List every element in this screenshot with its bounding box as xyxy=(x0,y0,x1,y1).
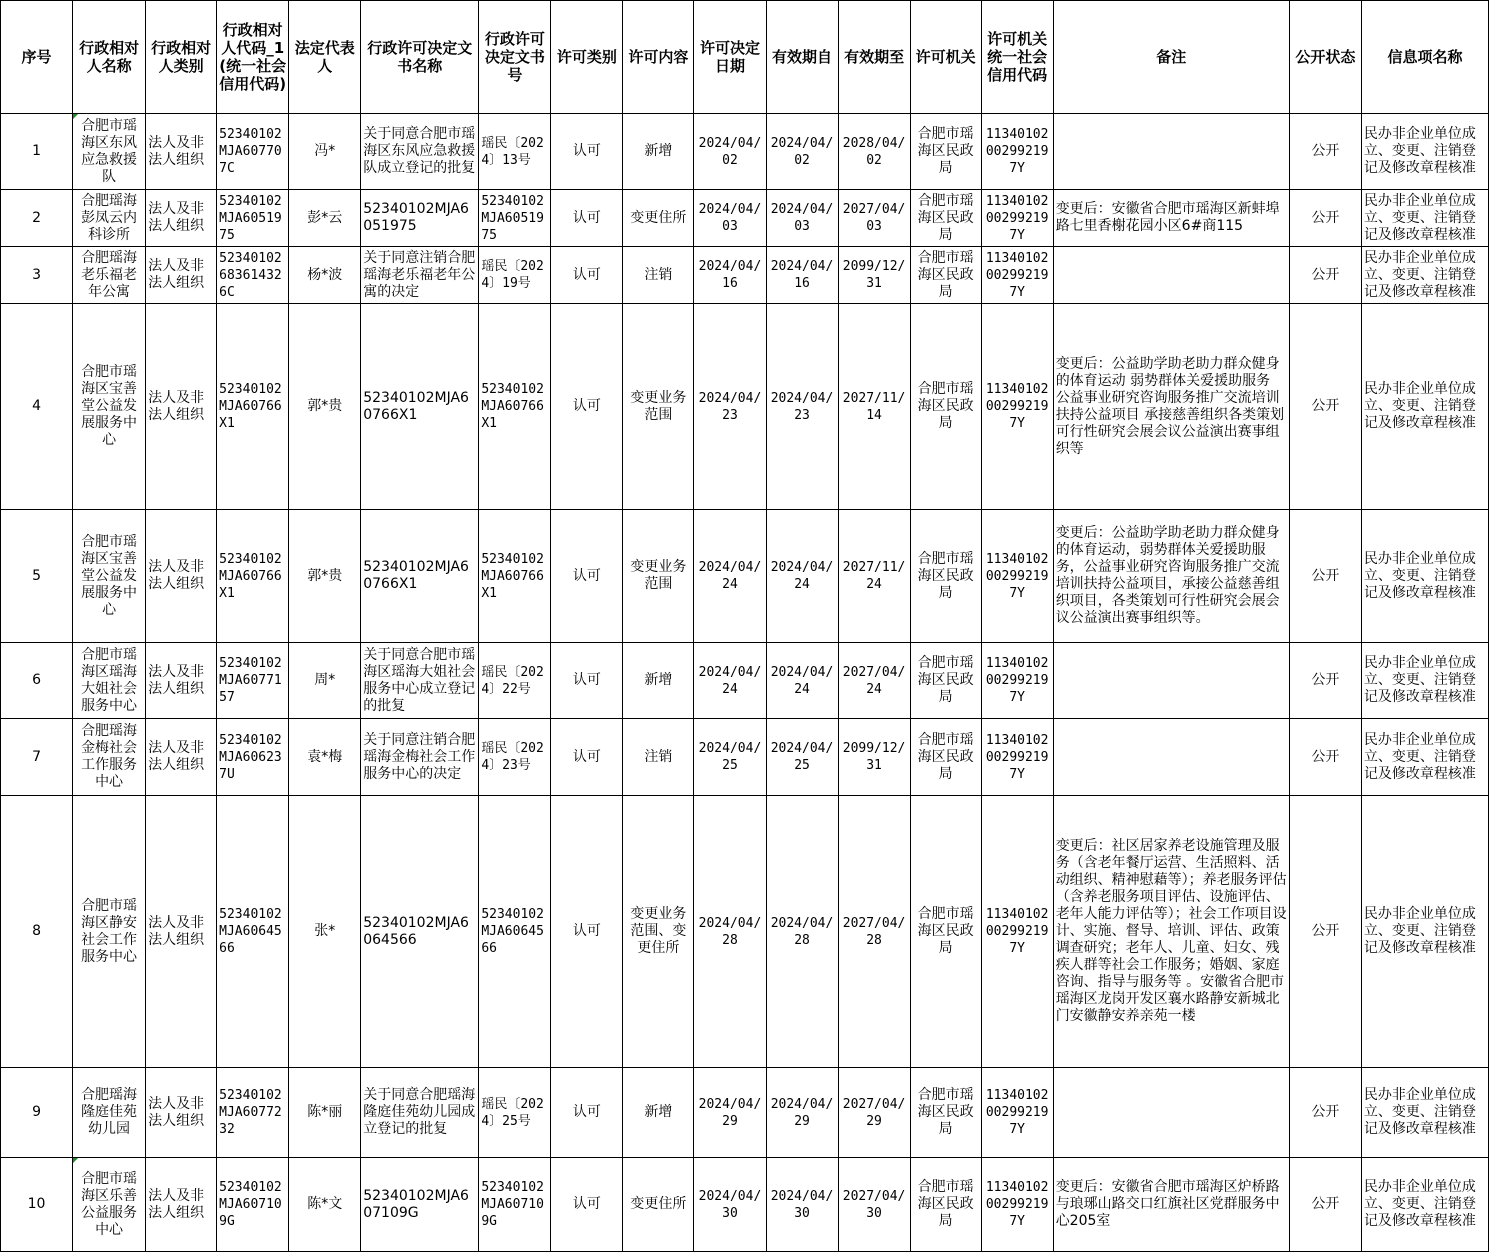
cell-content: 变更业务范围 xyxy=(623,510,694,643)
cell-item: 民办非企业单位成立、变更、注销登记及修改章程核准 xyxy=(1361,304,1488,510)
cell-decide: 2024/04/24 xyxy=(694,643,766,719)
cell-from: 2024/04/24 xyxy=(766,510,838,643)
cell-decide: 2024/04/24 xyxy=(694,510,766,643)
cell-orgcode: 11340102002992197Y xyxy=(981,510,1053,643)
cell-rep: 张* xyxy=(289,796,361,1068)
cell-type: 法人及非法人组织 xyxy=(146,643,217,719)
cell-content: 注销 xyxy=(623,719,694,796)
cell-status: 公开 xyxy=(1289,643,1361,719)
cell-code: 52340102MJA607707C xyxy=(217,114,289,190)
cell-code: 52340102MJA607109G xyxy=(217,1158,289,1252)
cell-orgcode: 11340102002992197Y xyxy=(981,1068,1053,1158)
cell-decide: 2024/04/16 xyxy=(694,247,766,304)
header-cell: 行政相对人名称 xyxy=(73,1,146,114)
cell-note xyxy=(1053,247,1289,304)
header-cell: 有效期至 xyxy=(838,1,910,114)
cell-type: 法人及非法人组织 xyxy=(146,1068,217,1158)
cell-to: 2027/04/24 xyxy=(838,643,910,719)
table-row xyxy=(1,719,1489,796)
cell-code: 52340102MJA6077232 xyxy=(217,1068,289,1158)
cell-to: 2027/04/30 xyxy=(838,1158,910,1252)
cell-note: 变更后：公益助学助老助力群众健身的体育运动 弱势群体关爱援助服务 公益事业研究咨询服务推广交流培训扶持公益项目 承接慈善组织各类策划可行性研究会展会议公益演出赛事组织等 xyxy=(1053,304,1289,510)
cell-type: 法人及非法人组织 xyxy=(146,510,217,643)
cell-from: 2024/04/25 xyxy=(766,719,838,796)
cell-name: 合肥市瑶海区静安社会工作服务中心 xyxy=(73,796,146,1068)
header-cell: 序号 xyxy=(1,1,73,114)
cell-to: 2027/04/28 xyxy=(838,796,910,1068)
cell-docno: 瑶民〔2024〕23号 xyxy=(479,719,551,796)
cell-seq: 6 xyxy=(1,643,73,719)
header-cell: 行政许可决定文书号 xyxy=(479,1,551,114)
cell-status: 公开 xyxy=(1289,719,1361,796)
cell-cat: 认可 xyxy=(551,796,623,1068)
cell-content: 新增 xyxy=(623,114,694,190)
cell-type: 法人及非法人组织 xyxy=(146,190,217,247)
cell-name: 合肥瑶海金梅社会工作服务中心 xyxy=(73,719,146,796)
cell-type: 法人及非法人组织 xyxy=(146,719,217,796)
cell-rep: 陈*丽 xyxy=(289,1068,361,1158)
table-row xyxy=(1,114,1489,190)
header-cell: 许可机关统一社会信用代码 xyxy=(981,1,1053,114)
cell-status: 公开 xyxy=(1289,1068,1361,1158)
cell-content: 新增 xyxy=(623,1068,694,1158)
cell-status: 公开 xyxy=(1289,247,1361,304)
cell-docno: 52340102MJA607109G xyxy=(479,1158,551,1252)
cell-content: 变更业务范围、变更住所 xyxy=(623,796,694,1068)
cell-orgcode: 11340102002992197Y xyxy=(981,719,1053,796)
cell-item: 民办非企业单位成立、变更、注销登记及修改章程核准 xyxy=(1361,1068,1488,1158)
cell-from: 2024/04/28 xyxy=(766,796,838,1068)
cell-decide: 2024/04/03 xyxy=(694,190,766,247)
cell-org: 合肥市瑶海区民政局 xyxy=(910,247,981,304)
cell-content: 变更住所 xyxy=(623,190,694,247)
cell-docname: 52340102MJA60766X1 xyxy=(361,510,479,643)
cell-seq: 1 xyxy=(1,114,73,190)
cell-seq: 8 xyxy=(1,796,73,1068)
cell-name: 合肥市瑶海区瑶海大姐社会服务中心 xyxy=(73,643,146,719)
cell-note: 变更后：社区居家养老设施管理及服务（含老年餐厅运营、生活照料、活动组织、精神慰藉等）；养老服务评估（含养老服务项目评估、设施评估、老年人能力评估等）；社会工作项目设计、实施、督导、培训、评估、政策调查研究；老年人、儿童、妇女、残疾人群等社会工作服务；婚姻、家庭咨询、指导与服务等 。安徽省合肥市瑶海区龙岗开发区襄水路静安新城北门安徽静安养亲苑一楼 xyxy=(1053,796,1289,1068)
cell-org: 合肥市瑶海区民政局 xyxy=(910,719,981,796)
cell-orgcode: 11340102002992197Y xyxy=(981,796,1053,1068)
cell-cat: 认可 xyxy=(551,1158,623,1252)
cell-note: 变更后：公益助学助老助力群众健身的体育运动，弱势群体关爱援助服务，公益事业研究咨询服务推广交流培训扶持公益项目，承接公益慈善组织项目，各类策划可行性研究会展会议公益演出赛事组织等。 xyxy=(1053,510,1289,643)
cell-status: 公开 xyxy=(1289,1158,1361,1252)
table-row xyxy=(1,510,1489,643)
header-cell: 行政相对人代码_1(统一社会信用代码) xyxy=(217,1,289,114)
cell-type: 法人及非法人组织 xyxy=(146,114,217,190)
header-cell: 行政相对人类别 xyxy=(146,1,217,114)
cell-status: 公开 xyxy=(1289,114,1361,190)
header-cell: 有效期自 xyxy=(766,1,838,114)
cell-from: 2024/04/29 xyxy=(766,1068,838,1158)
header-cell: 信息项名称 xyxy=(1361,1,1488,114)
cell-note xyxy=(1053,719,1289,796)
cell-docname: 52340102MJA607109G xyxy=(361,1158,479,1252)
table-row xyxy=(1,247,1489,304)
cell-seq: 9 xyxy=(1,1068,73,1158)
header-cell: 法定代表人 xyxy=(289,1,361,114)
header-row xyxy=(1,1,1489,114)
cell-item: 民办非企业单位成立、变更、注销登记及修改章程核准 xyxy=(1361,796,1488,1068)
cell-item: 民办非企业单位成立、变更、注销登记及修改章程核准 xyxy=(1361,190,1488,247)
cell-docno: 瑶民〔2024〕19号 xyxy=(479,247,551,304)
header-cell: 行政许可决定文书名称 xyxy=(361,1,479,114)
cell-code: 52340102MJA60766X1 xyxy=(217,510,289,643)
cell-cat: 认可 xyxy=(551,304,623,510)
table-row xyxy=(1,304,1489,510)
cell-cat: 认可 xyxy=(551,510,623,643)
cell-status: 公开 xyxy=(1289,510,1361,643)
cell-org: 合肥市瑶海区民政局 xyxy=(910,304,981,510)
header-cell: 许可决定日期 xyxy=(694,1,766,114)
cell-note: 变更后：安徽省合肥市瑶海区新蚌埠路七里香榭花园小区6#商115 xyxy=(1053,190,1289,247)
cell-rep: 冯* xyxy=(289,114,361,190)
cell-org: 合肥市瑶海区民政局 xyxy=(910,190,981,247)
cell-decide: 2024/04/29 xyxy=(694,1068,766,1158)
cell-docno: 52340102MJA60766X1 xyxy=(479,304,551,510)
cell-name: 合肥市瑶海区乐善公益服务中心 xyxy=(73,1158,146,1252)
cell-rep: 陈*文 xyxy=(289,1158,361,1252)
header-cell: 许可类别 xyxy=(551,1,623,114)
cell-note xyxy=(1053,643,1289,719)
cell-docname: 关于同意合肥瑶海隆庭佳苑幼儿园成立登记的批复 xyxy=(361,1068,479,1158)
cell-cat: 认可 xyxy=(551,190,623,247)
cell-name: 合肥瑶海隆庭佳苑幼儿园 xyxy=(73,1068,146,1158)
cell-docname: 关于同意注销合肥瑶海老乐福老年公寓的决定 xyxy=(361,247,479,304)
cell-type: 法人及非法人组织 xyxy=(146,796,217,1068)
cell-code: 523401026836143​26C xyxy=(217,247,289,304)
table-row xyxy=(1,643,1489,719)
cell-cat: 认可 xyxy=(551,247,623,304)
cell-content: 新增 xyxy=(623,643,694,719)
cell-to: 2028/04/02 xyxy=(838,114,910,190)
cell-docno: 52340102MJA6051975 xyxy=(479,190,551,247)
table-body xyxy=(1,114,1489,1252)
cell-note xyxy=(1053,1068,1289,1158)
cell-item: 民办非企业单位成立、变更、注销登记及修改章程核准 xyxy=(1361,643,1488,719)
cell-code: 52340102MJA6064566 xyxy=(217,796,289,1068)
cell-docno: 瑶民〔2024〕13号 xyxy=(479,114,551,190)
cell-name: 合肥瑶海彭凤云内科诊所 xyxy=(73,190,146,247)
table-row xyxy=(1,1068,1489,1158)
cell-docno: 瑶民〔2024〕25号 xyxy=(479,1068,551,1158)
cell-docname: 关于同意合肥市瑶海区东风应急救援队成立登记的批复 xyxy=(361,114,479,190)
header-cell: 备注 xyxy=(1053,1,1289,114)
cell-from: 2024/04/24 xyxy=(766,643,838,719)
cell-cat: 认可 xyxy=(551,643,623,719)
cell-status: 公开 xyxy=(1289,796,1361,1068)
cell-docno: 52340102MJA60766X1 xyxy=(479,510,551,643)
cell-from: 2024/04/02 xyxy=(766,114,838,190)
cell-name: 合肥市瑶海区宝善堂公益发展服务中心 xyxy=(73,510,146,643)
cell-rep: 彭*云 xyxy=(289,190,361,247)
cell-docname: 52340102MJA60766X1 xyxy=(361,304,479,510)
cell-cat: 认可 xyxy=(551,114,623,190)
cell-decide: 2024/04/02 xyxy=(694,114,766,190)
table-row xyxy=(1,1158,1489,1252)
cell-rep: 袁*梅 xyxy=(289,719,361,796)
cell-code: 52340102MJA6051975 xyxy=(217,190,289,247)
cell-item: 民办非企业单位成立、变更、注销登记及修改章程核准 xyxy=(1361,510,1488,643)
cell-to: 2099/12/31 xyxy=(838,247,910,304)
table-row xyxy=(1,796,1489,1068)
cell-item: 民办非企业单位成立、变更、注销登记及修改章程核准 xyxy=(1361,247,1488,304)
cell-org: 合肥市瑶海区民政局 xyxy=(910,796,981,1068)
cell-decide: 2024/04/28 xyxy=(694,796,766,1068)
cell-status: 公开 xyxy=(1289,190,1361,247)
cell-to: 2027/04/03 xyxy=(838,190,910,247)
cell-rep: 周* xyxy=(289,643,361,719)
cell-org: 合肥市瑶海区民政局 xyxy=(910,1158,981,1252)
cell-rep: 杨*波 xyxy=(289,247,361,304)
cell-decide: 2024/04/30 xyxy=(694,1158,766,1252)
cell-from: 2024/04/16 xyxy=(766,247,838,304)
cell-docname: 52340102MJA6051975 xyxy=(361,190,479,247)
cell-status: 公开 xyxy=(1289,304,1361,510)
cell-note: 变更后：安徽省合肥市瑶海区炉桥路与琅琊山路交口红旗社区党群服务中心205室 xyxy=(1053,1158,1289,1252)
cell-docname: 关于同意合肥市瑶海区瑶海大姐社会服务中心成立登记的批复 xyxy=(361,643,479,719)
cell-item: 民办非企业单位成立、变更、注销登记及修改章程核准 xyxy=(1361,1158,1488,1252)
cell-item: 民办非企业单位成立、变更、注销登记及修改章程核准 xyxy=(1361,719,1488,796)
cell-to: 2027/11/14 xyxy=(838,304,910,510)
table-row xyxy=(1,190,1489,247)
cell-note xyxy=(1053,114,1289,190)
cell-docname: 关于同意注销合肥瑶海金梅社会工作服务中心的决定 xyxy=(361,719,479,796)
cell-orgcode: 11340102002992197Y xyxy=(981,304,1053,510)
cell-orgcode: 11340102002992197Y xyxy=(981,190,1053,247)
cell-org: 合肥市瑶海区民政局 xyxy=(910,643,981,719)
cell-decide: 2024/04/25 xyxy=(694,719,766,796)
cell-decide: 2024/04/23 xyxy=(694,304,766,510)
cell-org: 合肥市瑶海区民政局 xyxy=(910,510,981,643)
cell-to: 2027/11/24 xyxy=(838,510,910,643)
cell-org: 合肥市瑶海区民政局 xyxy=(910,1068,981,1158)
cell-rep: 郭*贵 xyxy=(289,304,361,510)
cell-seq: 7 xyxy=(1,719,73,796)
cell-to: 2027/04/29 xyxy=(838,1068,910,1158)
header-cell: 公开状态 xyxy=(1289,1,1361,114)
cell-cat: 认可 xyxy=(551,1068,623,1158)
cell-org: 合肥市瑶海区民政局 xyxy=(910,114,981,190)
cell-code: 52340102MJA6077157 xyxy=(217,643,289,719)
cell-seq: 3 xyxy=(1,247,73,304)
cell-docno: 瑶民〔2024〕22号 xyxy=(479,643,551,719)
cell-content: 注销 xyxy=(623,247,694,304)
cell-orgcode: 11340102002992197Y xyxy=(981,247,1053,304)
cell-orgcode: 11340102002992197Y xyxy=(981,643,1053,719)
cell-from: 2024/04/23 xyxy=(766,304,838,510)
cell-to: 2099/12/31 xyxy=(838,719,910,796)
cell-item: 民办非企业单位成立、变更、注销登记及修改章程核准 xyxy=(1361,114,1488,190)
cell-seq: 10 xyxy=(1,1158,73,1252)
cell-code: 52340102MJA606237U xyxy=(217,719,289,796)
cell-content: 变更业务范围 xyxy=(623,304,694,510)
cell-name: 合肥市瑶海区东风应急救援队 xyxy=(73,114,146,190)
cell-type: 法人及非法人组织 xyxy=(146,1158,217,1252)
cell-orgcode: 11340102002992197Y xyxy=(981,114,1053,190)
cell-seq: 4 xyxy=(1,304,73,510)
cell-name: 合肥瑶海老乐福老年公寓 xyxy=(73,247,146,304)
cell-orgcode: 11340102002992197Y xyxy=(981,1158,1053,1252)
cell-type: 法人及非法人组织 xyxy=(146,247,217,304)
cell-rep: 郭*贵 xyxy=(289,510,361,643)
cell-content: 变更住所 xyxy=(623,1158,694,1252)
cell-docno: 52340102MJA6064566 xyxy=(479,796,551,1068)
cell-from: 2024/04/03 xyxy=(766,190,838,247)
cell-type: 法人及非法人组织 xyxy=(146,304,217,510)
cell-from: 2024/04/30 xyxy=(766,1158,838,1252)
cell-code: 52340102MJA60766X1 xyxy=(217,304,289,510)
cell-cat: 认可 xyxy=(551,719,623,796)
cell-seq: 5 xyxy=(1,510,73,643)
header-cell: 许可机关 xyxy=(910,1,981,114)
header-cell: 许可内容 xyxy=(623,1,694,114)
cell-seq: 2 xyxy=(1,190,73,247)
cell-name: 合肥市瑶海区宝善堂公益发展服务中心 xyxy=(73,304,146,510)
cell-docname: 52340102MJA6064566 xyxy=(361,796,479,1068)
